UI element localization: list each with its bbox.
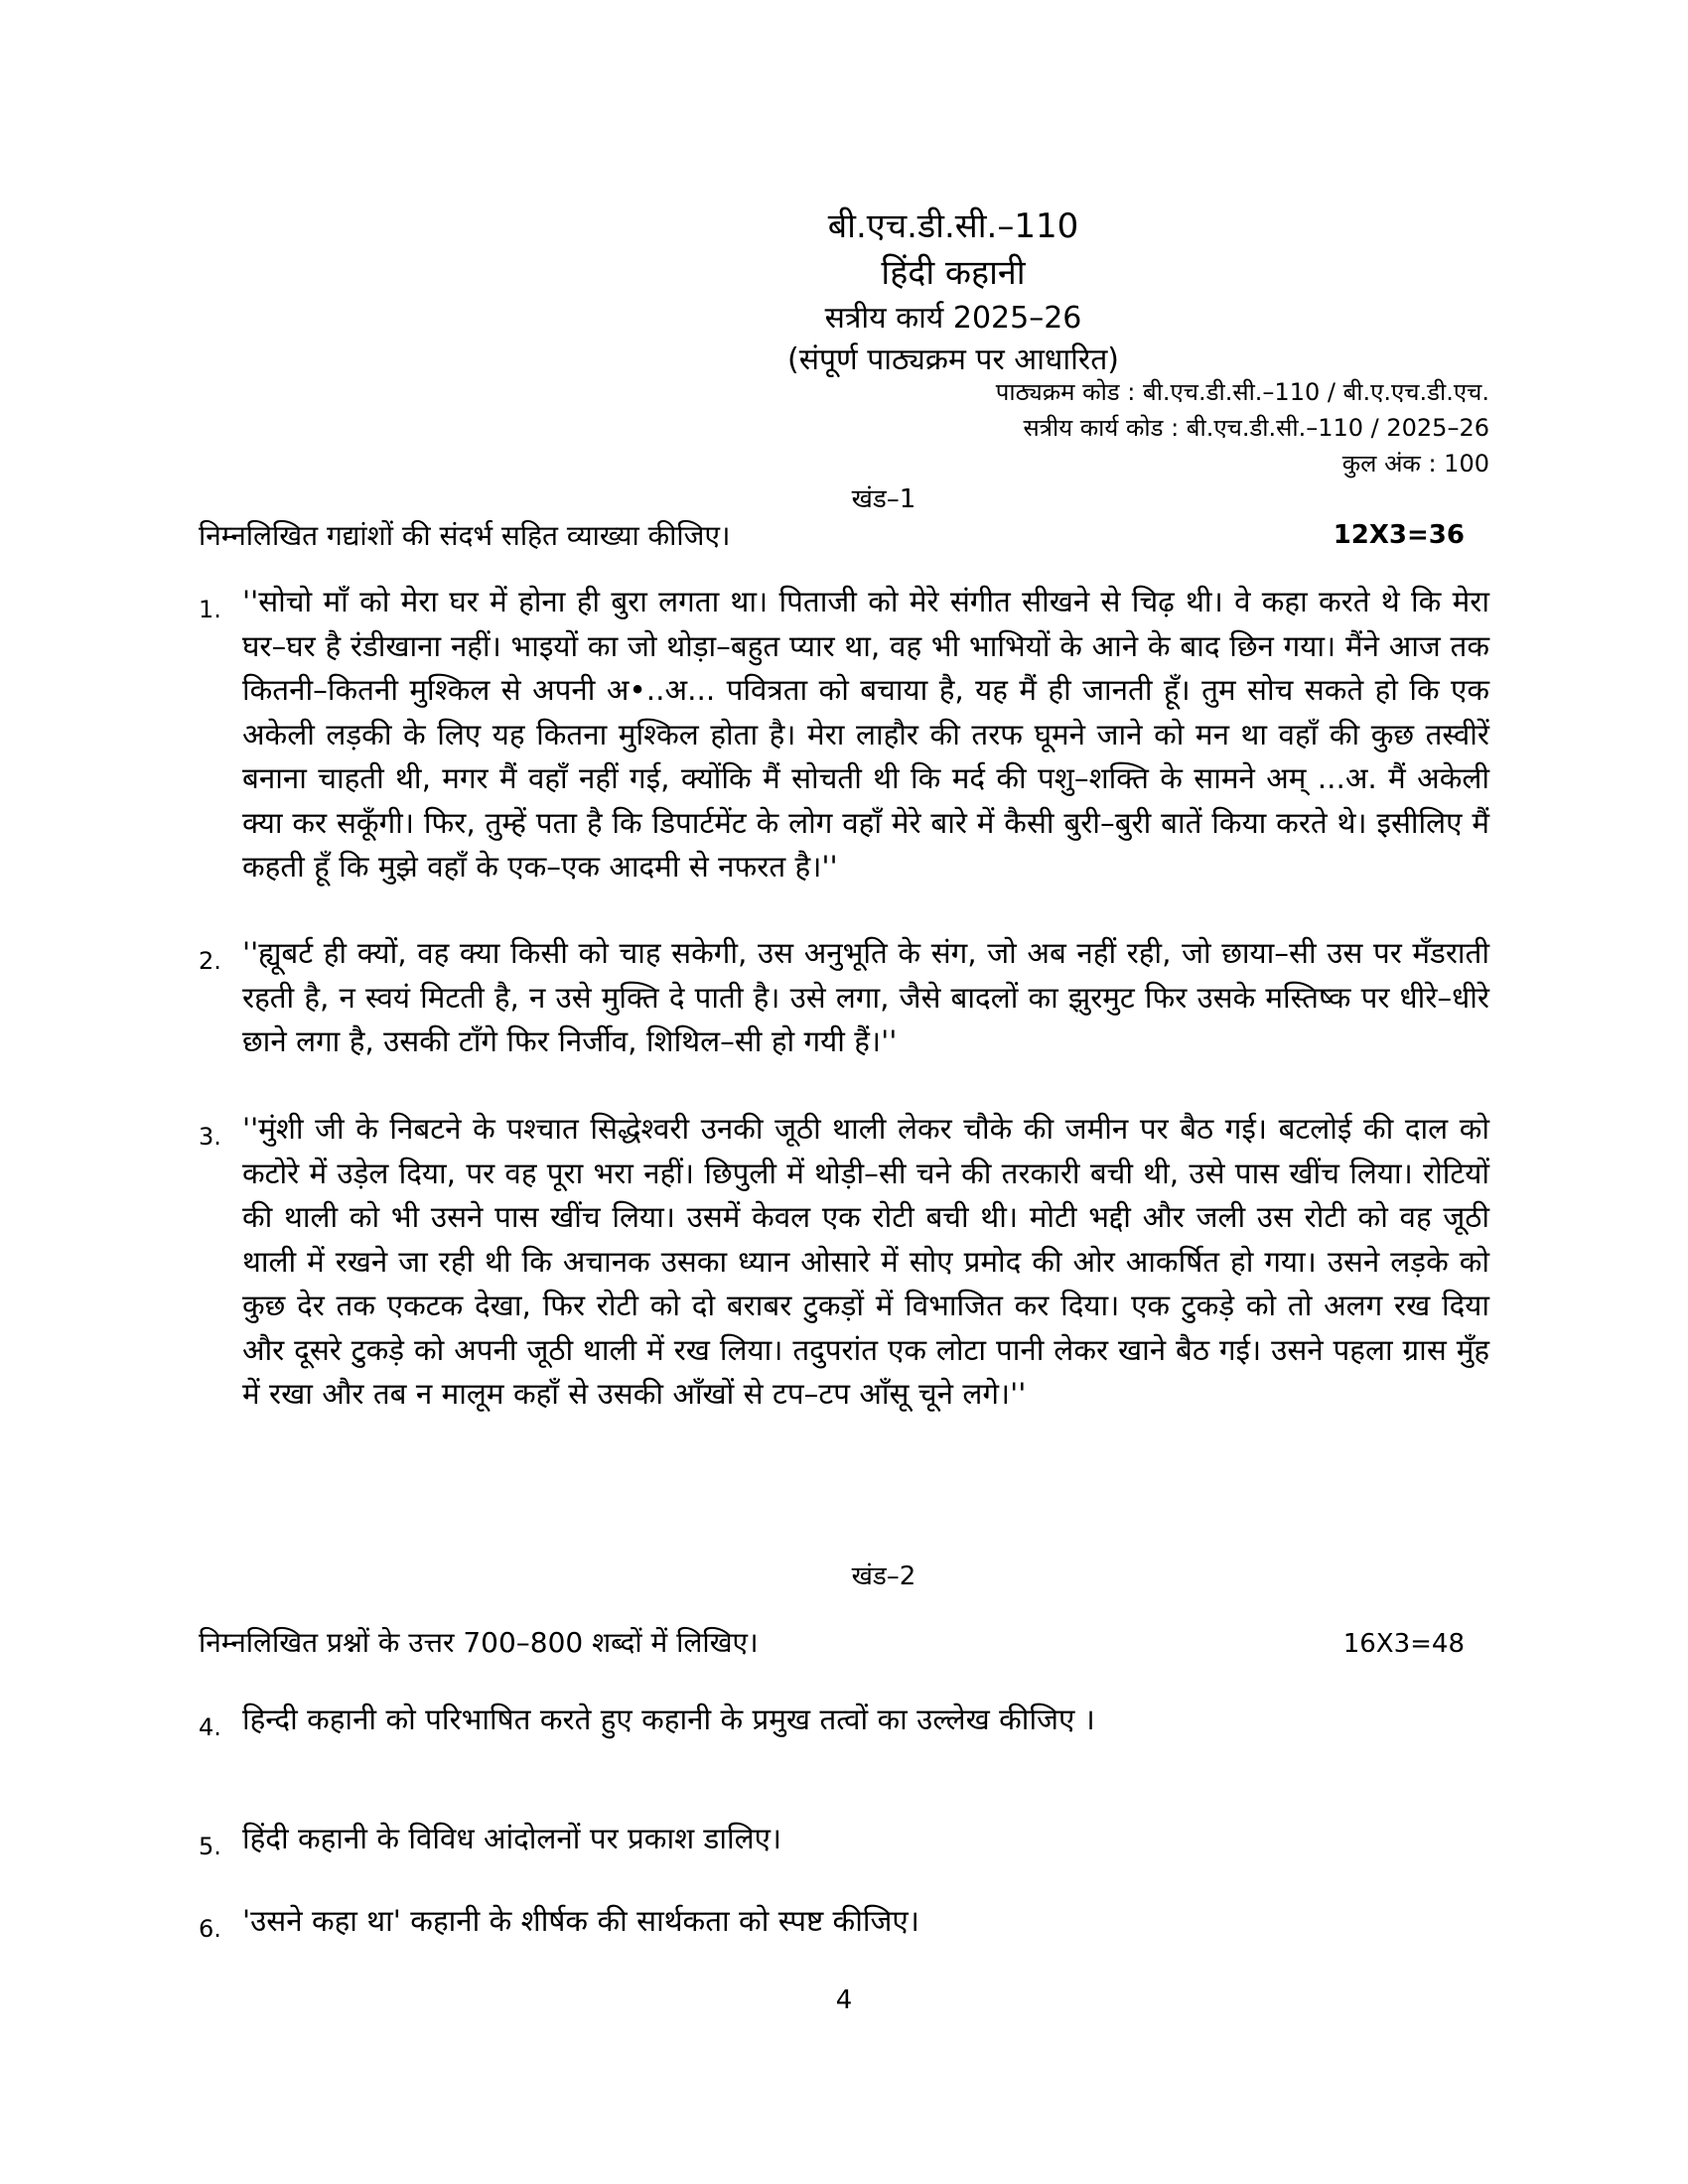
syllabus-basis: (संपूर्ण पाठ्यक्रम पर आधारित)	[786, 342, 1120, 377]
section-1-marks: 12X3=36	[1333, 520, 1465, 550]
question-number: 2.	[199, 947, 221, 975]
question-number: 6.	[199, 1915, 221, 1943]
question-number: 3.	[199, 1123, 221, 1151]
question-text: हिन्दी कहानी को परिभाषित करते हुए कहानी के प्रमुख तत्वों का उल्लेख कीजिए ।	[242, 1703, 1095, 1736]
question-number: 1.	[199, 596, 221, 623]
question-5	[199, 1817, 1489, 1861]
question-number: 4.	[199, 1713, 221, 1741]
question-text: हिंदी कहानी के विविध आंदोलनों पर प्रकाश डालिए।	[242, 1822, 782, 1855]
question-2	[199, 931, 1489, 1064]
question-text: 'उसने कहा था' कहानी के शीर्षक की सार्थकता को स्पष्ट कीजिए।	[242, 1904, 919, 1938]
assignment-year: सत्रीय कार्य 2025–26	[824, 301, 1082, 336]
section-2-title: खंड–2	[851, 1562, 916, 1591]
total-marks: कुल अंक : 100	[1341, 450, 1489, 478]
page-number: 4	[835, 1985, 853, 2015]
program-code: पाठ्यक्रम कोड : बी.एच.डी.सी.–110 / बी.ए.एच.डी.एच.	[995, 378, 1489, 406]
question-1	[199, 580, 1489, 889]
question-text: ''ह्यूबर्ट ही क्यों, वह क्या किसी को चाह सकेगी, उस अनुभूति के संग, जो अब नहीं रही, जो छाया–सी उस पर मँडराती रहती है, न स्वयं मिटती है, न उसे मुक्ति दे पाती है। उसे लगा, जैसे बादलों का झुरमुट फिर उसके मस्तिष्क पर धीरे–धीरे छाने लगा है, उसकी टाँगे फिर निर्जीव, शिथिल–सी हो गयी हैं।''	[242, 936, 1489, 1058]
section-2-instruction: निम्नलिखित प्रश्नों के उत्तर 700–800 शब्दों में लिखिए।	[199, 1626, 759, 1659]
course-code: बी.एच.डी.सी.–110	[827, 206, 1079, 246]
section-1-title: खंड–1	[851, 484, 916, 514]
question-3	[199, 1107, 1489, 1417]
assignment-code: सत्रीय कार्य कोड : बी.एच.डी.सी.–110 / 2025–26	[1023, 414, 1489, 442]
question-4	[199, 1698, 1489, 1742]
question-text: ''मुंशी जी के निबटने के पश्चात सिद्धेश्वरी उनकी जूठी थाली लेकर चौके की जमीन पर बैठ गई। बटलोई की दाल को कटोरे में उड़ेल दिया, पर वह पूरा भरा नहीं। छिपुली में थोड़ी–सी चने की तरकारी बची थी, उसे पास खींच लिया। रोटियों की थाली को भी उसने पास खींच लिया। उसमें केवल एक रोटी बची थी। मोटी भद्दी और जली उस रोटी को वह जूठी थाली में रखने जा रही थी कि अचानक उसका ध्यान ओसारे में सोए प्रमोद की ओर आकर्षित हो गया। उसने लड़के को कुछ देर तक एकटक देखा, फिर रोटी को दो बराबर टुकड़ों में विभाजित कर दिया। एक टुकड़े को तो अलग रख दिया और दूसरे टुकड़े को अपनी जूठी थाली में रख लिया। तदुपरांत एक लोटा पानी लेकर खाने बैठ गई। उसने पहला ग्रास मुँह में रखा और तब न मालूम कहाँ से उसकी आँखों से टप–टप आँसू चूने लगे।''	[242, 1112, 1489, 1411]
section-1-instruction: निम्नलिखित गद्यांशों की संदर्भ सहित व्याख्या कीजिए।	[199, 519, 731, 552]
question-6	[199, 1899, 1489, 1944]
question-number: 5.	[199, 1833, 221, 1860]
course-name: हिंदी कहानी	[881, 253, 1026, 293]
section-2-marks: 16X3=48	[1342, 1629, 1465, 1659]
question-text: ''सोचो माँ को मेरा घर में होना ही बुरा लगता था। पिताजी को मेरे संगीत सीखने से चिढ़ थी। वे कहा करते थे कि मेरा घर–घर है रंडीखाना नहीं। भाइयों का जो थोड़ा–बहुत प्यार था, वह भी भाभियों के आने के बाद छिन गया। मैंने आज तक कितनी–कितनी मुश्किल से अपनी अ•..अ... पवित्रता को बचाया है, यह मैं ही जानती हूँ। तुम सोच सकते हो कि एक अकेली लड़की के लिए यह कितना मुश्किल होता है। मेरा लाहौर की तरफ घूमने जाने को मन था वहाँ की कुछ तस्वीरें बनाना चाहती थी, मगर मैं वहाँ नहीं गई, क्योंकि मैं सोचती थी कि मर्द की पशु–शक्ति के सामने अम् ...अ. मैं अकेली क्या कर सकूँगी। फिर, तुम्हें पता है कि डिपार्टमेंट के लोग वहाँ मेरे बारे में कैसी बुरी–बुरी बातें किया करते थे। इसीलिए मैं कहती हूँ कि मुझे वहाँ के एक–एक आदमी से नफरत है।''	[242, 585, 1490, 884]
